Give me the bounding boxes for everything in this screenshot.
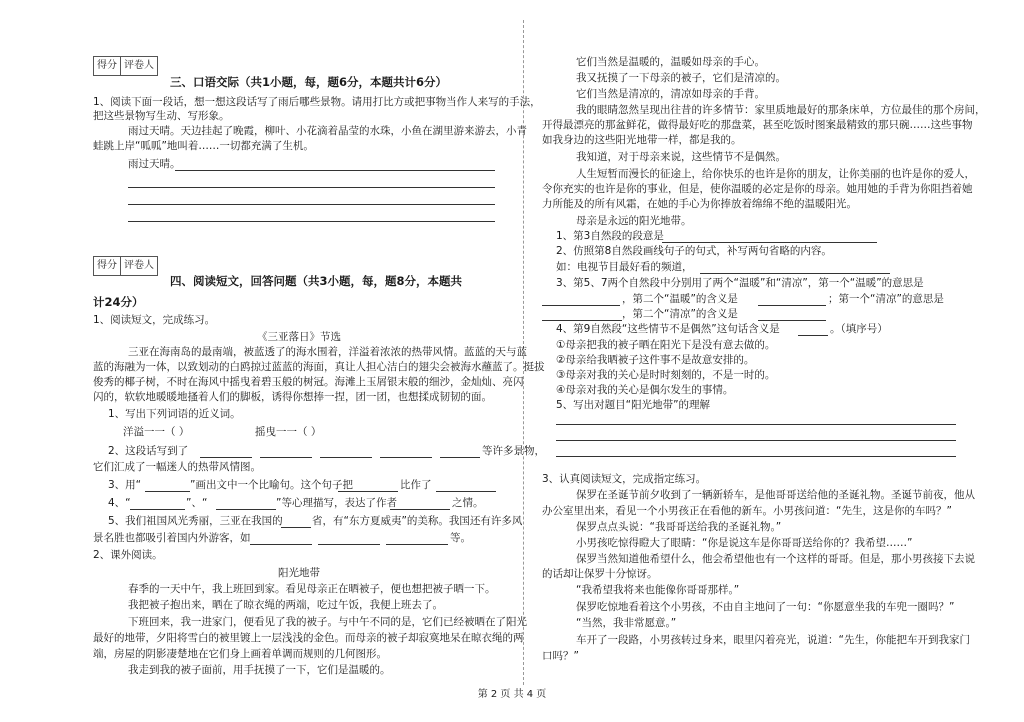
s3-paragraph-2: 蛙跳上岸“呱呱”地叫着……一切都充满了生机。 xyxy=(93,140,314,152)
sub-q5-a: 5、我们祖国风光秀丽，三亚在我国的 xyxy=(108,515,283,527)
story-line: 它们当然是温暖的，温暖如母亲的手心。 xyxy=(576,56,765,68)
blank[interactable] xyxy=(318,544,380,545)
blank[interactable] xyxy=(440,457,480,458)
article-line: 三亚在海南岛的最南端，被蓝透了的海水围着，洋溢着浓浓的热带风情。蓝蓝的天与蓝 xyxy=(128,346,527,358)
r-option-2: ②母亲给我晒被子这件事不是故意安排的。 xyxy=(556,354,755,366)
sub-q5-b: 省，有“东方夏威夷”的美称。我国还有许多风 xyxy=(312,515,523,527)
story-line: 端，房屋的阴影凄楚地在它们身上画着单调而规则的几何图形。 xyxy=(93,648,387,660)
story-line: 它们当然是清凉的，清凉如母亲的手背。 xyxy=(576,88,765,100)
s3-q1-line1: 1、阅读下面一段话，想一想这段话写了雨后哪些景物。请用打比方或把事物当作人来写的手法， xyxy=(93,96,541,108)
answer-line[interactable] xyxy=(175,170,495,171)
r-q5: 5、写出对题目“阳光地带”的理解 xyxy=(556,399,711,411)
blank[interactable] xyxy=(216,509,276,510)
blank[interactable] xyxy=(338,491,398,492)
article-line: 俊秀的椰子树，不时在海风中摇曳着碧玉般的树冠。海滩上玉屑银末般的细沙，金灿灿、亮闪 xyxy=(93,376,524,388)
story-line: 保罗当然知道他希望什么，他会希望他也有一个这样的哥哥。但是，那小男孩接下去说 xyxy=(576,553,975,565)
blank[interactable] xyxy=(662,242,877,243)
story-line: 口吗？” xyxy=(542,650,579,662)
sub-q5-d: 等。 xyxy=(450,532,471,544)
blank[interactable] xyxy=(542,305,620,306)
story-line: 力所能及的所有风霜，在她的手心为你捧放着绵绵不绝的温暖阳光。 xyxy=(542,198,857,210)
story-line: 母亲是永远的阳光地带。 xyxy=(576,215,692,227)
s4-q2: 2、课外阅读。 xyxy=(93,549,163,561)
article-line: 蓝的海融为一体，以致划动的白鸥掠过蓝蓝的海面，真让人担心洁白的翅尖会被海水蘸蓝了。挺拔 xyxy=(93,361,545,373)
section4-title: 四、阅读短文，回答问题（共3小题，每，题8分，本题共 xyxy=(170,274,463,288)
sub-q2: 2、这段话写到了 xyxy=(108,445,189,457)
sub-q3-a: 3、用“ xyxy=(108,479,142,491)
sub-q5-c: 景名胜也都吸引着国内外游客，如 xyxy=(93,532,251,544)
story-line: 车开了一段路，小男孩转过身来，眼里闪着亮光，说道：“先生，你能把车开到我家门 xyxy=(576,634,970,646)
story-line: 保罗点点头说：“我哥哥送给我的圣诞礼物。” xyxy=(576,521,782,533)
section4-title-cont: 计24分） xyxy=(93,295,144,309)
r-q3-d: ，第二个“清凉”的含义是 xyxy=(622,308,738,320)
r-q2: 2、仿照第8自然段画线句子的句式，补写两句省略的内容。 xyxy=(556,245,832,257)
story-line: “当然，我非常愿意。” xyxy=(576,617,677,629)
sub-q1-a: 洋溢一一（ ） xyxy=(123,426,190,438)
answer-line[interactable] xyxy=(128,187,495,188)
blank[interactable] xyxy=(130,509,185,510)
sub-q1: 1、写出下列词语的近义词。 xyxy=(108,408,241,420)
sub-q4-d: 之情。 xyxy=(452,497,484,509)
s3-q1-line2: 把这些景物写生动、写形象。 xyxy=(93,110,230,122)
sub-q1-b: 摇曳一一（ ） xyxy=(255,426,322,438)
blank[interactable] xyxy=(145,491,190,492)
blank[interactable] xyxy=(758,305,826,306)
story-title: 阳光地带 xyxy=(278,567,320,579)
blank[interactable] xyxy=(542,320,622,321)
blank[interactable] xyxy=(260,457,312,458)
score-label: 得分 xyxy=(94,257,121,275)
story-line: 春季的一天中午，我上班回到家。看见母亲正在晒被子，便也想把被子晒一下。 xyxy=(128,583,496,595)
story-line: 人生短暂而漫长的征途上，给你快乐的也许是你的朋友，让你美丽的也许是你的爱人， xyxy=(576,168,975,180)
sub-q4-a: 4、“ xyxy=(108,497,131,509)
story-line: 下班回来，我一进家门，便看见了我的被子。与中午不同的是，它们已经被晒在了阳光 xyxy=(128,616,527,628)
sub-q2-b: 它们汇成了一幅迷人的热带风情图。 xyxy=(93,461,261,473)
story-line: 如我身边的这些阳光地带一样，都是我的。 xyxy=(542,134,742,146)
story-line: 小男孩吃惊得瞪大了眼睛：“你是说这车是你哥哥送给你的？我希望……” xyxy=(576,537,913,549)
blank[interactable] xyxy=(798,335,828,336)
blank[interactable] xyxy=(380,457,432,458)
section3-title: 三、口语交际（共1小题，每，题6分，本题共计6分） xyxy=(170,75,448,89)
sub-q4-c: ”等心理描写，表达了作者 xyxy=(276,497,397,509)
r-option-3: ③母亲对我的关心是时时刻刻的，不是一时的。 xyxy=(556,369,776,381)
s3-answer-start: 雨过天晴。 xyxy=(128,158,181,170)
blank[interactable] xyxy=(281,527,311,528)
story-line: 的话却让保罗十分惊讶。 xyxy=(542,568,658,580)
sub-q4-b: ”、“ xyxy=(186,497,208,509)
answer-line[interactable] xyxy=(556,424,956,425)
r-q4: 4、第9自然段“这些情节不是偶然”这句话含义是 xyxy=(556,323,780,335)
story-line: 最好的地带，夕阳将雪白的被里镀上一层浅浅的金色。而母亲的被子却寂寞地呆在晾衣绳的两 xyxy=(93,632,524,644)
story-line: 我走到我的被子面前，用手抚摸了一下，它们是温暖的。 xyxy=(128,664,391,676)
blank[interactable] xyxy=(386,544,448,545)
answer-line[interactable] xyxy=(556,440,956,441)
story-line: 我的眼睛忽然呈现出往昔的许多情节：家里质地最好的那条床单，方位最佳的那个房间， xyxy=(576,104,986,116)
r-q3-a: 3、第5、7两个自然段中分别用了两个“温暖”和“清凉”，第一个“温暖”的意思是 xyxy=(556,277,924,289)
r-q3-c: ；第一个“清凉”的意思是 xyxy=(828,293,944,305)
score-box xyxy=(93,256,158,276)
story-line: 保罗在圣诞节前夕收到了一辆新轿车，是他哥哥送给他的圣诞礼物。圣诞节前夜，他从 xyxy=(576,489,975,501)
blank[interactable] xyxy=(200,457,252,458)
blank[interactable] xyxy=(700,273,890,274)
r-option-4: ④母亲对我的关心是偶尔发生的事情。 xyxy=(556,384,734,396)
answer-line[interactable] xyxy=(556,456,956,457)
blank[interactable] xyxy=(758,320,826,321)
article-title: 《三亚落日》节选 xyxy=(257,331,341,343)
r-q3-b: ，第二个“温暖”的含义是 xyxy=(622,293,738,305)
r-part3: 3、认真阅读短文，完成指定练习。 xyxy=(542,473,707,485)
score-box xyxy=(93,56,158,76)
blank[interactable] xyxy=(250,544,312,545)
story-line: 我知道，对于母亲来说，这些情节不是偶然。 xyxy=(576,151,786,163)
sub-q3-b: ”画出文中一个比喻句。这个句子把 xyxy=(190,479,353,491)
article-line: 闪的，软软地暖暖地搔着人们的脚板，诱得你想捧一捏，团一团，也想揉成韧韧的面。 xyxy=(93,391,492,403)
r-option-1: ①母亲把我的被子晒在阳光下是没有意去做的。 xyxy=(556,339,776,351)
r-q1: 1、第3自然段的段意是 xyxy=(556,230,664,242)
score-label: 得分 xyxy=(94,57,121,75)
blank[interactable] xyxy=(436,491,496,492)
blank[interactable] xyxy=(390,509,450,510)
page-footer: 第 2 页 共 4 页 xyxy=(477,689,547,700)
r-q2-example: 如：电视节目最好看的频道， xyxy=(556,261,693,273)
sub-q2-end: 等许多景物， xyxy=(482,445,545,457)
story-line: 保罗吃惊地看着这个小男孩，不由自主地问了一句：“你愿意坐我的车兜一圈吗？” xyxy=(576,601,955,613)
story-line: 我把被子抱出来，晒在了晾衣绳的两端，吃过午饭，我便上班去了。 xyxy=(128,599,443,611)
story-line: 开得最漂亮的那盆鲜花，做得最好吃的那盘菜，甚至吃饭时图案最精致的那只碗……这些事物 xyxy=(542,119,973,131)
grader-label: 评卷人 xyxy=(124,260,154,271)
sub-q3-c: 比作了 xyxy=(400,479,432,491)
r-q4-b: 。（填序号） xyxy=(830,323,888,335)
story-line: “我希望我将来也能像你哥哥那样。” xyxy=(576,584,740,596)
blank[interactable] xyxy=(320,457,372,458)
s3-paragraph-1: 雨过天晴。天边挂起了晚霞，柳叶、小花滴着晶莹的水珠，小鱼在湖里游来游去，小青 xyxy=(128,125,527,137)
story-line: 办公室里出来，看见一个小男孩正在看他的新车。小男孩问道：“先生，这是你的车吗？” xyxy=(542,505,952,517)
story-line: 我又抚摸了一下母亲的被子，它们是清凉的。 xyxy=(576,72,786,84)
answer-line[interactable] xyxy=(128,204,495,205)
s4-q1: 1、阅读短文，完成练习。 xyxy=(93,314,216,326)
story-line: 令你充实的也许是你的事业，但是，使你温暖的必定是你的母亲。她用她的手背为你阻挡着她 xyxy=(542,183,973,195)
grader-label: 评卷人 xyxy=(124,60,154,71)
answer-line[interactable] xyxy=(128,221,495,222)
